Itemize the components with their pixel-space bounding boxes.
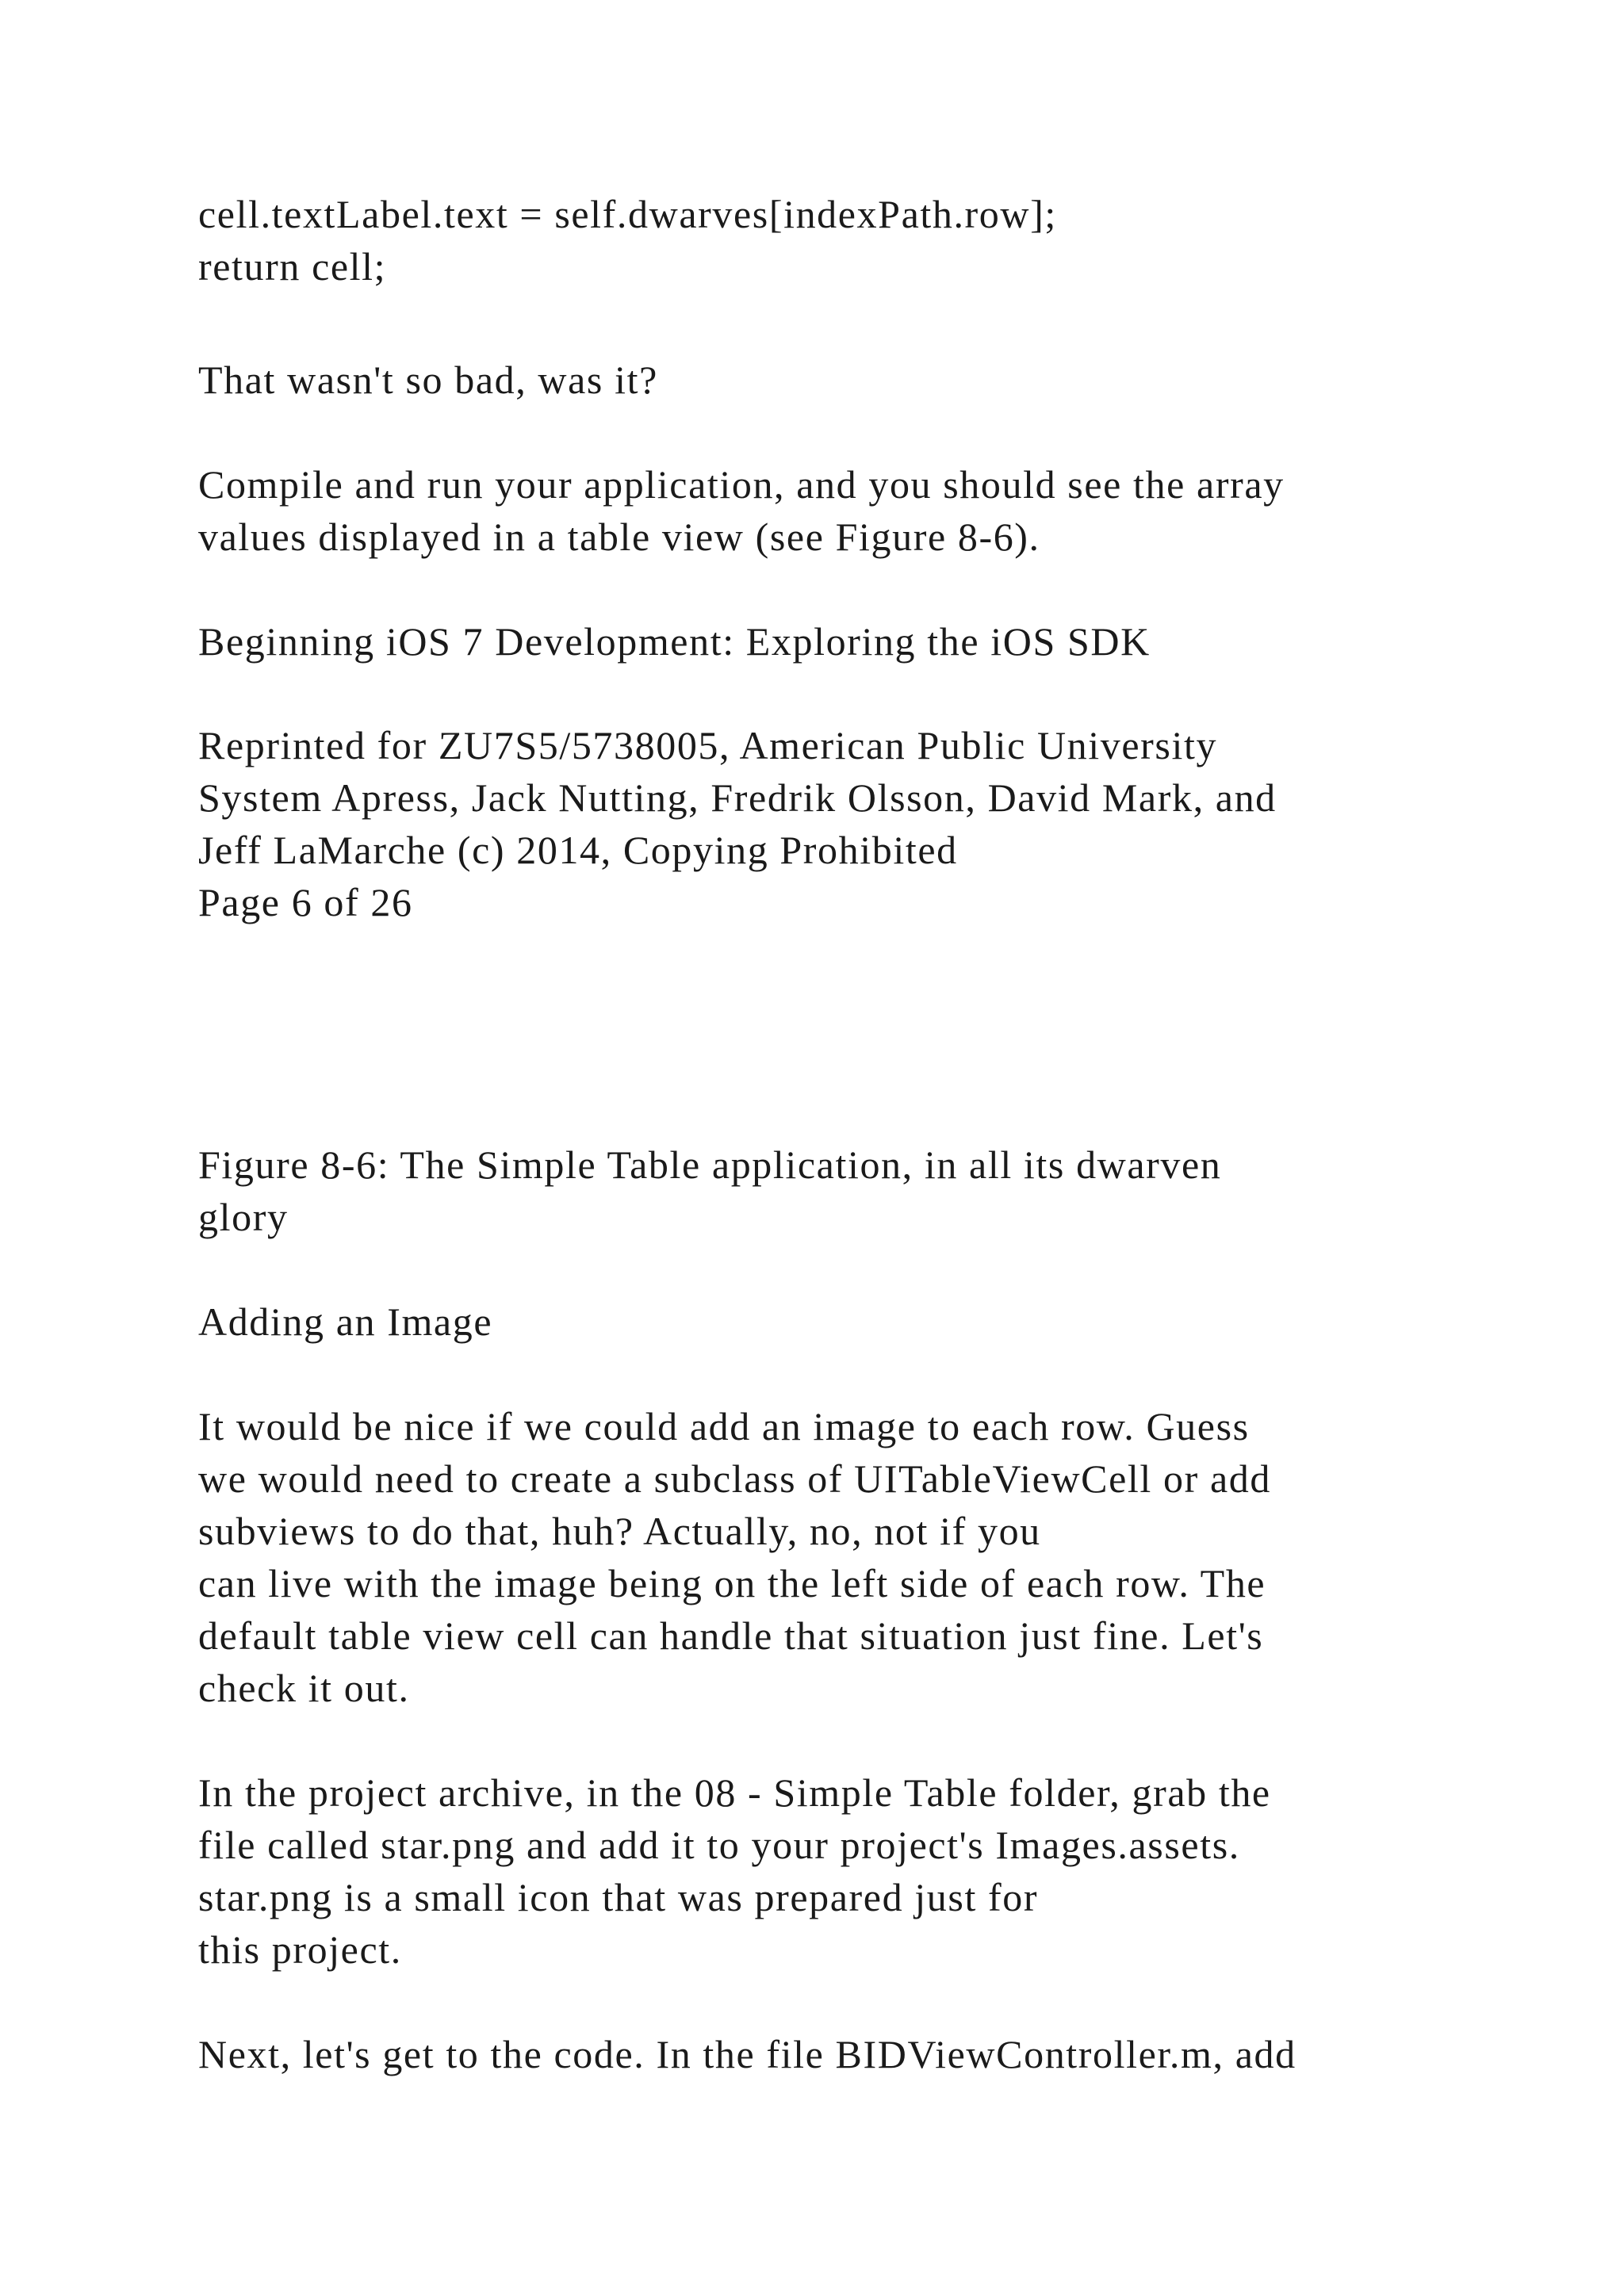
reprint-line: Jeff LaMarche (c) 2014, Copying Prohibited [198,828,958,872]
paragraph-line: this project. [198,1927,402,1972]
paragraph-line: subviews to do that, huh? Actually, no, not if you [198,1509,1041,1553]
paragraph-line: file called star.png and add it to your project's Images.assets. [198,1823,1240,1867]
paragraph-line: Next, let's get to the code. In the file BIDViewController.m, add [198,2032,1297,2076]
figure-caption-line: Figure 8-6: The Simple Table application, in all its dwarven [198,1142,1222,1187]
figure-caption-line: glory [198,1195,289,1239]
paragraph-line: values displayed in a table view (see Figure 8-6). [198,515,1040,559]
reprint-line: Reprinted for ZU7S5/5738005, American Public University [198,723,1218,767]
paragraph-line: default table view cell can handle that situation just fine. Let's [198,1613,1264,1658]
paragraph-line: check it out. [198,1666,410,1710]
paragraph-line: Compile and run your application, and you should see the array [198,462,1285,507]
paragraph-line: In the project archive, in the 08 - Simple Table folder, grab the [198,1770,1271,1815]
code-line: cell.textLabel.text = self.dwarves[indexPath.row]; [198,192,1057,236]
paragraph-line: star.png is a small icon that was prepared just for [198,1875,1039,1919]
remark-line: That wasn't so bad, was it? [198,358,658,402]
paragraph-line: It would be nice if we could add an image to each row. Guess [198,1404,1250,1448]
code-line: return cell; [198,244,387,289]
page-number: Page 6 of 26 [198,880,413,924]
reprint-line: System Apress, Jack Nutting, Fredrik Olsson, David Mark, and [198,775,1277,820]
section-heading: Adding an Image [198,1299,493,1344]
book-title: Beginning iOS 7 Development: Exploring the iOS SDK [198,619,1151,664]
paragraph-line: we would need to create a subclass of UITableViewCell or add [198,1456,1271,1501]
paragraph-line: can live with the image being on the left side of each row. The [198,1561,1266,1605]
